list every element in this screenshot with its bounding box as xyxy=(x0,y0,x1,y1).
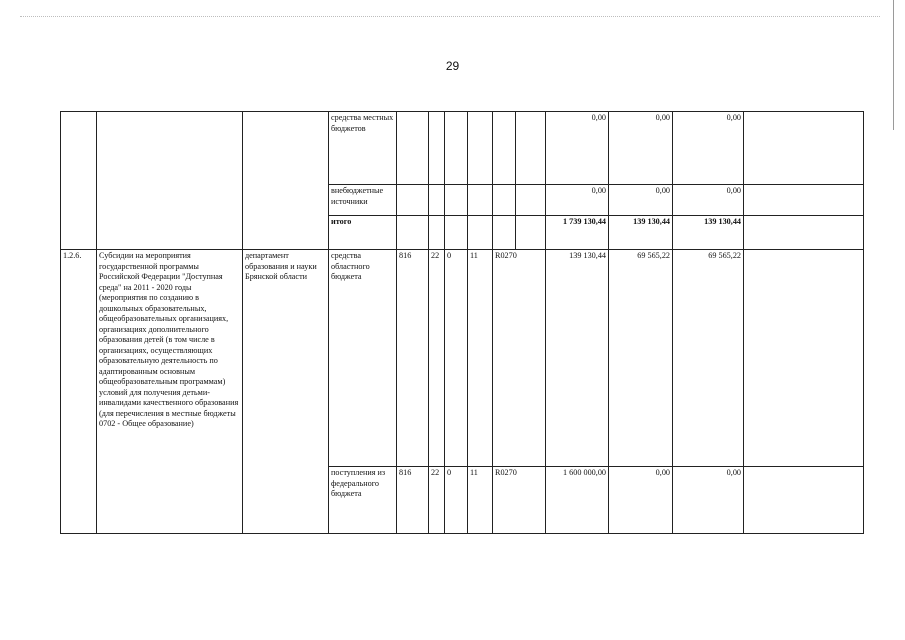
cell-year2: 139 130,44 xyxy=(673,216,744,250)
cell-year1: 139 130,44 xyxy=(609,216,673,250)
cell-csr: R0270 xyxy=(493,467,546,534)
cell-name-empty xyxy=(97,112,243,250)
cell-measure-name: Субсидии на мероприятия государственной программы Российской Федерации "Доступная среда" на 2011 - 2020 годы (мероприятия по созданию в дошкольных образовательных, общеобразовательных организациях, организациях дополнительного образования детей (в том числе в организациях, осуществляющих образовательную деятельность по адаптированным основным общеобразовательным программам) условий для получения детьми-инвалидами качественного образования (для перечисления в местные бюджеты 0702 - Общее образование) xyxy=(97,250,243,534)
cell-year1: 0,00 xyxy=(609,467,673,534)
cell-pr: 0 xyxy=(445,467,468,534)
cell-total: 0,00 xyxy=(546,112,609,185)
cell-source: средства местных бюджетов xyxy=(329,112,397,185)
cell-rz: 22 xyxy=(429,250,445,467)
cell-grbs: 816 xyxy=(397,467,429,534)
cell-number-empty xyxy=(61,112,97,250)
table-row xyxy=(61,112,864,185)
cell-source: итого xyxy=(329,216,397,250)
cell-year2: 0,00 xyxy=(673,467,744,534)
cell-year2: 0,00 xyxy=(673,185,744,216)
cell-total: 139 130,44 xyxy=(546,250,609,467)
cell-grbs: 816 xyxy=(397,250,429,467)
cell-total: 1 739 130,44 xyxy=(546,216,609,250)
cell-year1: 69 565,22 xyxy=(609,250,673,467)
cell-total: 0,00 xyxy=(546,185,609,216)
budget-table xyxy=(60,111,864,534)
cell-measure-number: 1.2.6. xyxy=(61,250,97,534)
cell-source: поступления из федерального бюджета xyxy=(329,467,397,534)
cell-executor-empty xyxy=(243,112,329,250)
cell-source: средства областного бюджета xyxy=(329,250,397,467)
cell-year1: 0,00 xyxy=(609,185,673,216)
cell-year2: 0,00 xyxy=(673,112,744,185)
cell-year1: 0,00 xyxy=(609,112,673,185)
cell-vr: 11 xyxy=(468,250,493,467)
cell-pr: 0 xyxy=(445,250,468,467)
cell-csr: R0270 xyxy=(493,250,546,467)
page-number: 29 xyxy=(445,59,460,73)
cell-source: внебюджетные источники xyxy=(329,185,397,216)
cell-vr: 11 xyxy=(468,467,493,534)
scan-artifact-dots xyxy=(20,16,880,17)
cell-rz: 22 xyxy=(429,467,445,534)
cell-measure-executor: департамент образования и науки Брянской области xyxy=(243,250,329,534)
cell-year2: 69 565,22 xyxy=(673,250,744,467)
table-row xyxy=(61,250,864,467)
cell-total: 1 600 000,00 xyxy=(546,467,609,534)
